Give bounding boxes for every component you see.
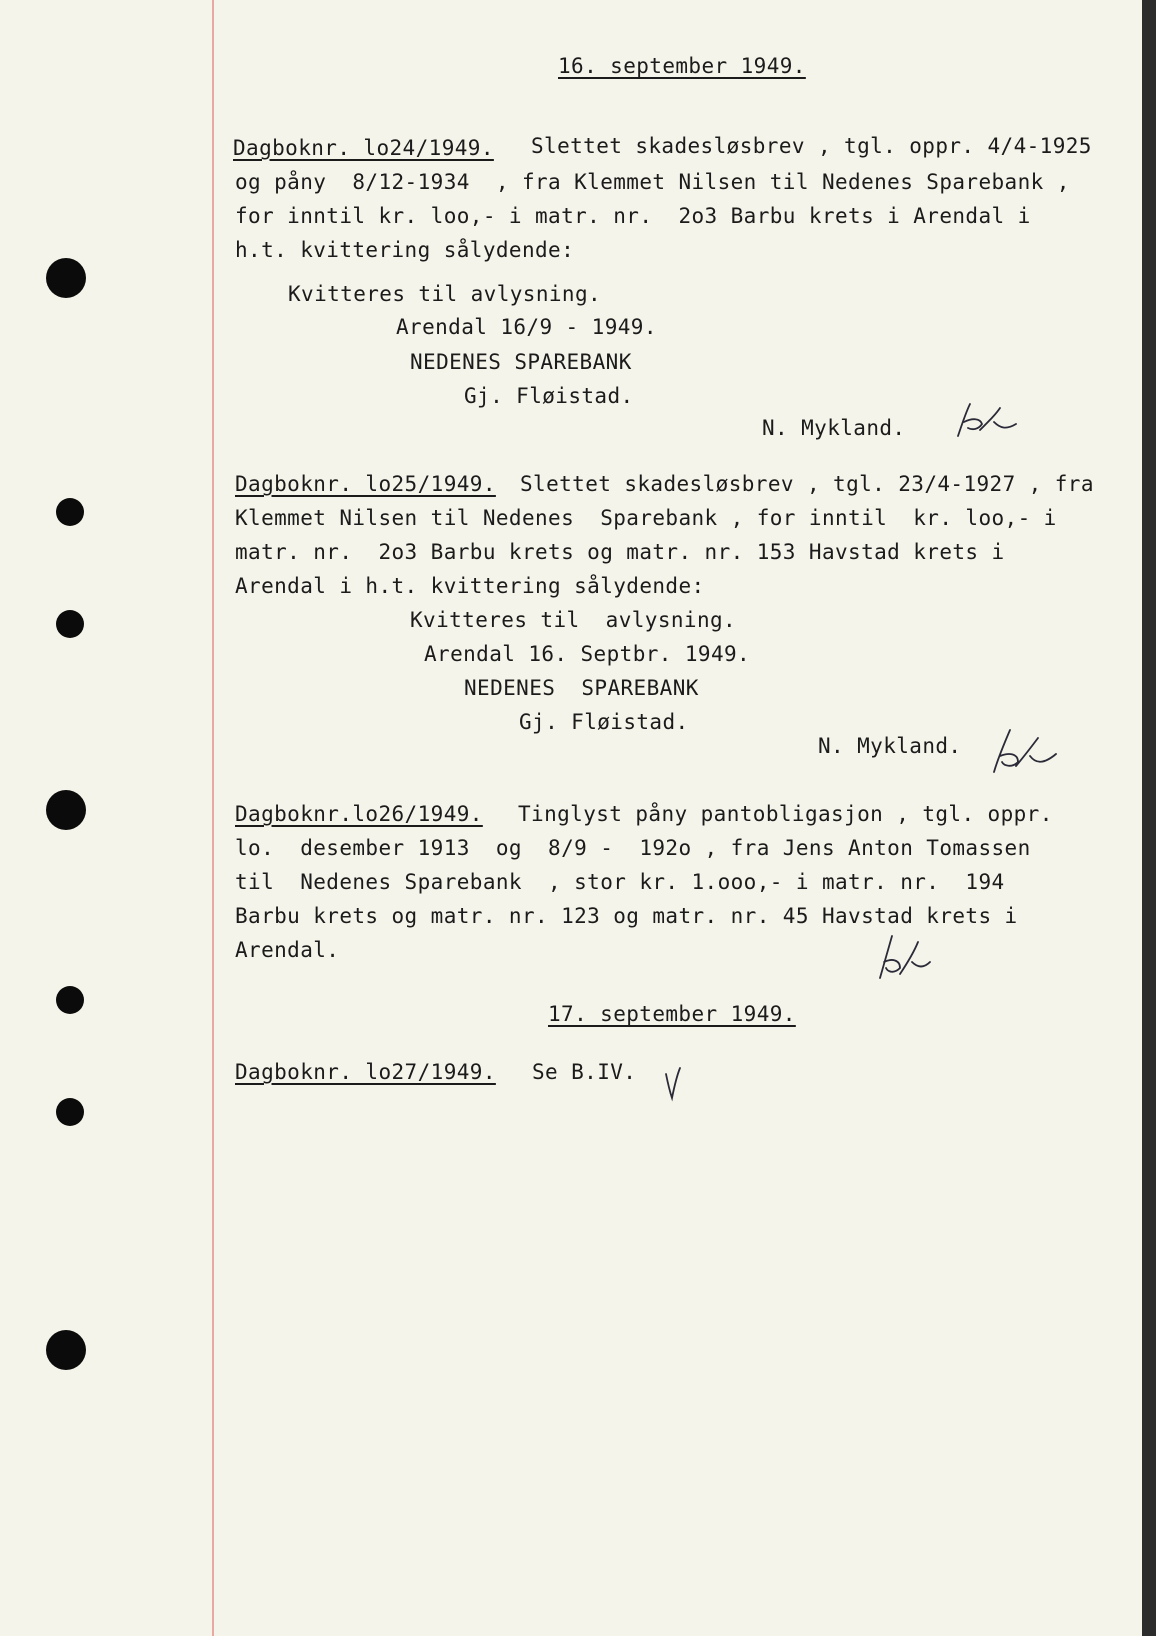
entry-ref: Dagboknr. lo25/1949.	[235, 472, 496, 496]
receipt-line: NEDENES SPAREBANK	[410, 350, 632, 374]
entry-ref: Dagboknr.lo26/1949.	[235, 802, 483, 826]
entry-line: til Nedenes Sparebank , stor kr. 1.ooo,- i matr. nr. 194	[235, 870, 1005, 894]
receipt-line: Gj. Fløistad.	[464, 384, 634, 408]
receipt-line: Arendal 16. Septbr. 1949.	[424, 642, 751, 666]
margin-rule	[212, 0, 214, 1636]
handwritten-checkmark	[660, 1064, 684, 1104]
receipt-line: Kvitteres til avlysning.	[288, 282, 602, 306]
punch-hole	[46, 258, 86, 298]
receipt-line: Arendal 16/9 - 1949.	[396, 315, 657, 339]
handwritten-initials	[984, 724, 1064, 780]
handwritten-initials	[872, 928, 934, 984]
receipt-line: NEDENES SPAREBANK	[464, 676, 699, 700]
entry-ref: Dagboknr. lo27/1949.	[235, 1060, 496, 1084]
receipt-line: Gj. Fløistad.	[519, 710, 689, 734]
punch-hole	[56, 610, 84, 638]
punch-hole	[56, 498, 84, 526]
entry-line: Tinglyst påny pantobligasjon , tgl. oppr.	[518, 802, 1053, 826]
page-date: 17. september 1949.	[548, 1002, 796, 1026]
entry-line: h.t. kvittering sålydende:	[235, 238, 575, 262]
signer-name: N. Mykland.	[762, 416, 906, 440]
handwritten-initials	[950, 400, 1026, 442]
entry-ref: Dagboknr. lo24/1949.	[233, 136, 494, 160]
entry-line: Barbu krets og matr. nr. 123 og matr. nr. 45 Havstad krets i	[235, 904, 1018, 928]
entry-line: Slettet skadesløsbrev , tgl. oppr. 4/4-1925	[531, 134, 1092, 158]
entry-line: matr. nr. 2o3 Barbu krets og matr. nr. 153 Havstad krets i	[235, 540, 1005, 564]
entry-line: Arendal i h.t. kvittering sålydende:	[235, 574, 705, 598]
punch-hole	[46, 790, 86, 830]
entry-line: Arendal.	[235, 938, 340, 962]
punch-hole	[56, 1098, 84, 1126]
page-date: 16. september 1949.	[558, 54, 806, 78]
entry-line: for inntil kr. loo,- i matr. nr. 2o3 Barbu krets i Arendal i	[235, 204, 1031, 228]
punch-hole	[46, 1330, 86, 1370]
signer-name: N. Mykland.	[818, 734, 962, 758]
punch-hole	[56, 986, 84, 1014]
receipt-line: Kvitteres til avlysning.	[410, 608, 737, 632]
entry-line: og påny 8/12-1934 , fra Klemmet Nilsen til Nedenes Sparebank ,	[235, 170, 1070, 194]
entry-line: Se B.IV.	[532, 1060, 637, 1084]
entry-line: lo. desember 1913 og 8/9 - 192o , fra Jens Anton Tomassen	[235, 836, 1031, 860]
entry-line: Klemmet Nilsen til Nedenes Sparebank , for inntil kr. loo,- i	[235, 506, 1057, 530]
entry-line: Slettet skadesløsbrev , tgl. 23/4-1927 , fra	[520, 472, 1094, 496]
